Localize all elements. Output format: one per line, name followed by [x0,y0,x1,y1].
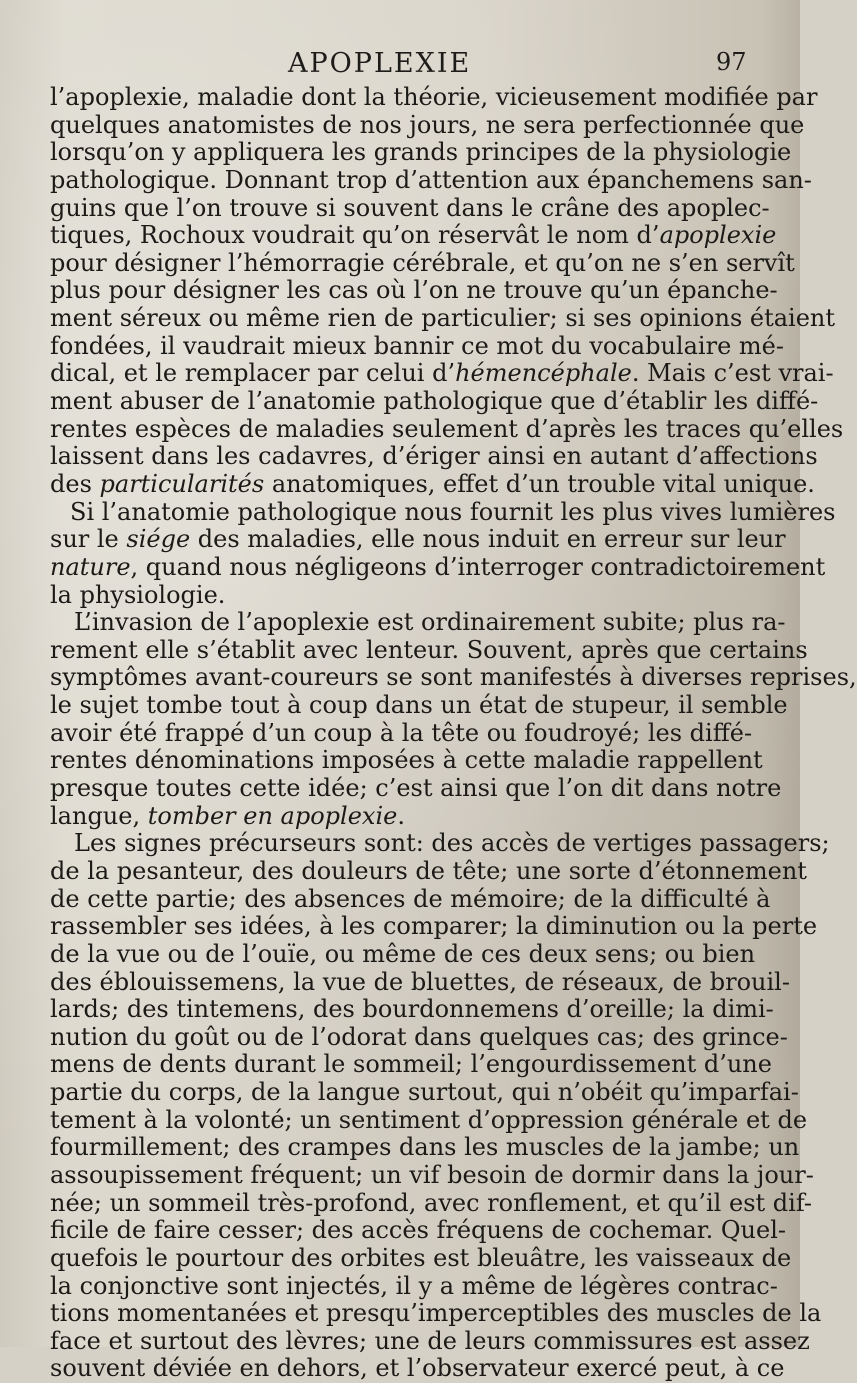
text-line: guins que l’on trouve si souvent dans le crâne des apoplec- [50,193,770,222]
text-line: ment abuser de l’anatomie pathologique que d’établir les diffé- [50,387,819,416]
text-line: avoir été frappé d’un coup à la tête ou foudroyé; les diffé- [50,718,753,747]
text-line: langue, tomber en apoplexie. [50,801,405,830]
text-line: laissent dans les cadavres, d’ériger ainsi en autant d’affections [50,442,818,471]
text-line: la conjonctive sont injectés, il y a même de légères contrac- [50,1271,778,1300]
text-line: partie du corps, de la langue surtout, qui n’obéit qu’imparfai- [50,1078,799,1107]
text-line: fondées, il vaudrait mieux bannir ce mot du vocabulaire mé- [50,331,784,360]
text-line: assoupissement fréquent; un vif besoin de dormir dans la jour- [50,1160,814,1189]
text-line: face et surtout des lèvres; une de leurs commissures est assez [50,1326,810,1355]
text-line: L’invasion de l’apoplexie est ordinairement subite; plus ra- [74,608,786,637]
text-line: née; un sommeil très-profond, avec ronflement, et qu’il est dif- [50,1188,812,1217]
text-line: souvent déviée en dehors, et l’observateur exercé peut, à ce [50,1354,785,1383]
italic-term: siége [126,525,191,554]
text-line: sur le siége des maladies, elle nous induit en erreur sur leur [50,525,786,554]
text-line: plus pour désigner les cas où l’on ne trouve qu’un épanche- [50,276,778,305]
text-line: ment séreux ou même rien de particulier; si ses opinions étaient [50,304,836,333]
text-line: tiques, Rochoux voudrait qu’on réservât le nom d’apoplexie [50,221,777,250]
italic-term: tomber en apoplexie [147,801,398,830]
text-line: presque toutes cette idée; c’est ainsi que l’on dit dans notre [50,774,782,803]
text-line: quelques anatomistes de nos jours, ne sera perfectionnée que [50,110,805,139]
text-line: lorsqu’on y appliquera les grands principes de la physiologie [50,138,792,167]
italic-term: nature [50,552,131,581]
text-line: la physiologie. [50,580,226,609]
text-line: tement à la volonté; un sentiment d’oppression générale et de [50,1105,808,1134]
text-line: le sujet tombe tout à coup dans un état de stupeur, il semble [50,691,788,720]
text-line: nution du goût ou de l’odorat dans quelques cas; des grince- [50,1022,788,1051]
page-number: 97 [716,48,747,76]
text-line: de la vue ou de l’ouïe, ou même de ces deux sens; ou bien [50,939,756,968]
text-line: symptômes avant-coureurs se sont manifestés à diverses reprises, [50,663,857,692]
text-line: l’apoplexie, maladie dont la théorie, vicieusement modifiée par [50,83,818,111]
text-line: quefois le pourtour des orbites est bleuâtre, les vaisseaux de [50,1243,792,1272]
text-line: de cette partie; des absences de mémoire; de la difficulté à [50,884,771,913]
text-line: dical, et le remplacer par celui d’hémencéphale. Mais c’est vrai- [50,359,834,388]
text-line: tions momentanées et presqu’imperceptibles des muscles de la [50,1299,822,1328]
text-line: de la pesanteur, des douleurs de tête; une sorte d’étonnement [50,856,807,885]
text-line: nature, quand nous négligeons d’interroger contradictoirement [50,552,826,581]
text-line: rement elle s’établit avec lenteur. Souvent, après que certains [50,635,808,664]
text-line: Si l’anatomie pathologique nous fournit les plus vives lumières [70,497,836,526]
text-line: des particularités anatomiques, effet d’un trouble vital unique. [50,469,815,498]
text-line: fourmillement; des crampes dans les muscles de la jambe; un [50,1133,800,1162]
text-line: rentes dénominations imposées à cette maladie rappellent [50,746,763,775]
text-line: pathologique. Donnant trop d’attention aux épanchemens san- [50,165,812,194]
italic-term: hémencéphale [455,359,632,388]
text-line: mens de dents durant le sommeil; l’engourdissement d’une [50,1050,772,1079]
text-line: rassembler ses idées, à les comparer; la diminution ou la perte [50,912,818,941]
text-line: rentes espèces de maladies seulement d’après les traces qu’elles [50,414,844,443]
italic-term: particularités [99,469,265,498]
body-text [50,83,857,1383]
text-line: lards; des tintemens, des bourdonnemens d’oreille; la dimi- [50,995,774,1024]
text-line: des éblouissemens, la vue de bluettes, de réseaux, de brouil- [50,967,790,996]
text-line: Les signes précurseurs sont: des accès de vertiges passagers; [74,829,830,858]
running-title: APOPLEXIE [288,48,472,79]
text-line: pour désigner l’hémorragie cérébrale, et qu’on ne s’en servît [50,248,795,277]
text-line: ficile de faire cesser; des accès fréquens de cochemar. Quel- [50,1216,786,1245]
italic-term: apoplexie [659,221,777,250]
page-header [40,48,800,80]
